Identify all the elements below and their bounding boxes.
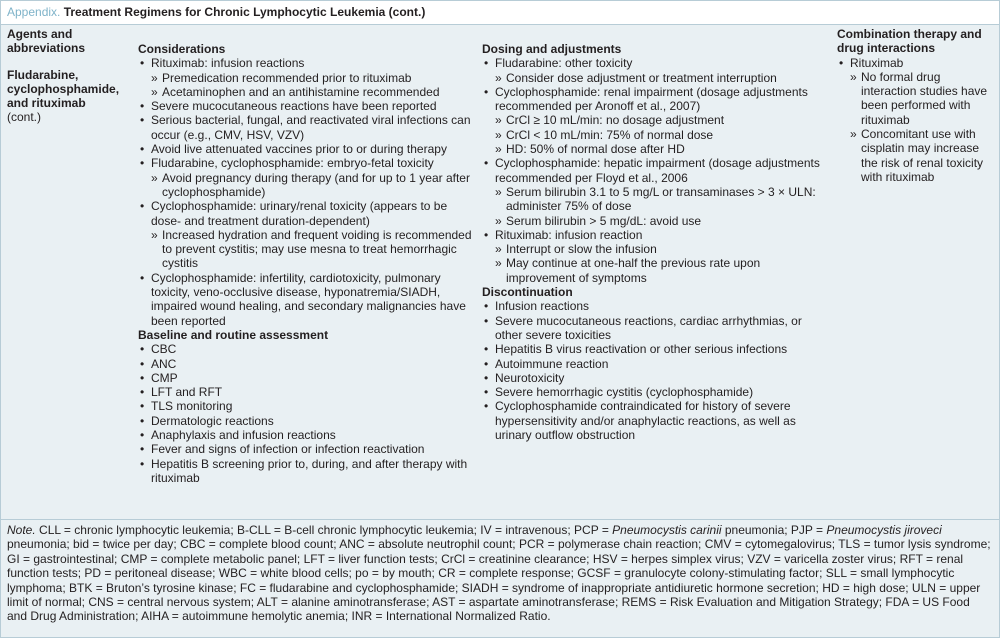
sub-list [151, 171, 473, 200]
note-italic-2: Pneumocystis jiroveci [826, 523, 942, 537]
dosing-item-text: Cyclophosphamide: hepatic impairment (dosage adjustments recommended per Floyd et al., 2006 [495, 156, 820, 185]
note-label: Note. [7, 523, 36, 537]
sub-item: » Acetaminophen and an antihistamine recommended [151, 85, 473, 99]
sub-item: » Premedication recommended prior to rituximab [151, 71, 473, 85]
consideration-item-text: Cyclophosphamide: infertility, cardiotoxicity, pulmonary toxicity, veno-occlusive disease, hyponatremia/SIADH, impaired wound healing, and secondary malignancies have been reported [151, 270, 466, 328]
baseline-item: • Dermatologic reactions [138, 414, 473, 428]
discontinuation-item: • Autoimmune reaction [482, 357, 827, 371]
note-text-2: pneumonia; PJP = [721, 523, 827, 537]
combination-item-text: Rituximab [850, 55, 904, 70]
consideration-item-text: Serious bacterial, fungal, and reactivated viral infections can occur (e.g., CMV, HSV, VZV) [151, 113, 471, 142]
consideration-item [138, 271, 473, 328]
baseline-item: • ANC [138, 357, 473, 371]
consideration-item-text: Rituximab: infusion reactions [151, 56, 305, 71]
sub-item: » Avoid pregnancy during therapy (and for up to 1 year after cyclophosphamide) [151, 171, 473, 200]
sub-list [495, 185, 827, 228]
discontinuation-item: • Cyclophosphamide contraindicated for history of severe hypersensitivity and/or anaphylactic reactions, as well as urinary outflow obstruction [482, 399, 827, 442]
discontinuation-item: • Neurotoxicity [482, 371, 827, 385]
appendix-label: Appendix. [7, 5, 61, 19]
dosing-item-text: Cyclophosphamide: renal impairment (dosage adjustments recommended per Aronoff et al., 2007) [495, 84, 808, 114]
combination-column [837, 27, 997, 184]
sub-item: » May continue at one-half the previous rate upon improvement of symptoms [495, 256, 827, 285]
baseline-item: • CBC [138, 342, 473, 356]
dosing-item [482, 156, 827, 227]
sub-item: » Consider dose adjustment or treatment interruption [495, 71, 827, 85]
table-note [1, 519, 999, 637]
sub-list [495, 242, 827, 285]
baseline-item: • Hepatitis B screening prior to, during, and after therapy with rituximab [138, 457, 473, 486]
agents-column [7, 27, 132, 125]
consideration-item-text: Severe mucocutaneous reactions have been reported [151, 99, 437, 114]
sub-list [495, 113, 827, 156]
consideration-item-text: Cyclophosphamide: urinary/renal toxicity (appears to be dose- and treatment duration-dependent) [151, 199, 448, 228]
sub-item: » Concomitant use with cisplatin may increase the risk of renal toxicity with rituximab [850, 127, 997, 184]
dosing-item-text: Fludarabine: other toxicity [495, 56, 633, 71]
sub-item: » Increased hydration and frequent voiding is recommended to prevent cystitis; may use mesna to treat hemorrhagic cystitis [151, 228, 473, 271]
consideration-item-text: Fludarabine, cyclophosphamide: embryo-fetal toxicity [151, 156, 434, 171]
agent-name: Fludarabine, cyclophosphamide, and rituximab [7, 67, 120, 111]
discontinuation-item: • Infusion reactions [482, 299, 827, 313]
note-italic-1: Pneumocystis carinii [612, 523, 722, 537]
agent-cont: (cont.) [7, 110, 42, 125]
combination-header: Combination therapy and drug interactions [837, 27, 982, 56]
dosing-item-text: Rituximab: infusion reaction [495, 227, 643, 242]
baseline-item: • TLS monitoring [138, 399, 473, 413]
sub-item: » CrCl < 10 mL/min: 75% of normal dose [495, 128, 827, 142]
baseline-item: • Fever and signs of infection or infection reactivation [138, 442, 473, 456]
sub-item: » Interrupt or slow the infusion [495, 242, 827, 256]
sub-list [151, 71, 473, 100]
discontinuation-item: • Severe hemorrhagic cystitis (cyclophosphamide) [482, 385, 827, 399]
dosing-item [482, 85, 827, 156]
table-title-text: Treatment Regimens for Chronic Lymphocytic Leukemia (cont.) [63, 5, 426, 19]
discontinuation-list [482, 299, 827, 442]
consideration-item [138, 56, 473, 99]
agents-header: Agents and abbreviations [7, 27, 86, 56]
considerations-list [138, 56, 473, 328]
baseline-item: • Anaphylaxis and infusion reactions [138, 428, 473, 442]
baseline-item: • LFT and RFT [138, 385, 473, 399]
baseline-list [138, 342, 473, 485]
consideration-item [138, 199, 473, 270]
sub-item: » CrCl ≥ 10 mL/min: no dosage adjustment [495, 113, 827, 127]
sub-list [495, 71, 827, 85]
sub-list [850, 70, 997, 184]
sub-item: » Serum bilirubin 3.1 to 5 mg/L or transaminases > 3 × ULN: administer 75% of dose [495, 185, 827, 214]
dosing-item [482, 228, 827, 285]
note-text-3: pneumonia; bid = twice per day; CBC = complete blood count; ANC = absolute neutrophil count; PCR = polymerase chain reaction; CMV = cytomegalovirus; TLS = tumor lysis syndrome; GI = gastrointestinal; CMP = complete metabolic panel; LFT = liver function tests; CrCl = creatinine clearance; HSV = herpes simplex virus; VZV = varicella zoster virus; RFT = renal function tests; PD = peritoneal disease; WBC = white blood cells; po = by mouth; CR = complete response; GCSF = granulocyte colony-stimulating factor; SLL = small lymphocytic lymphoma; BTK = Bruton’s tyrosine kinase; FC = fludarabine and cyclophosphamide; SIADH = syndrome of inappropriate antidiuretic hormone secretion; HD = high dose; ULN = upper limit of normal; CNS = central nervous system; ALT = alanine aminotransferase; AST = aspartate aminotransferase; REMS = Risk Evaluation and Mitigation Strategy; FDA = US Food and Drug Administration; AIHA = autoimmune hemolytic anemia; INR = International Normalized Ratio. [7, 537, 991, 624]
discontinuation-item: • Severe mucocutaneous reactions, cardiac arrhythmias, or other severe toxicities [482, 314, 827, 343]
considerations-column [138, 27, 473, 485]
discontinuation-item: • Hepatitis B virus reactivation or other serious infections [482, 342, 827, 356]
consideration-item [138, 113, 473, 142]
combination-list [837, 56, 997, 185]
consideration-item-text: Avoid live attenuated vaccines prior to or during therapy [151, 142, 447, 157]
dosing-header: Dosing and adjustments [482, 42, 622, 56]
consideration-item [138, 99, 473, 113]
considerations-header: Considerations [138, 42, 226, 56]
sub-item: » No formal drug interaction studies have been performed with rituximab [850, 70, 997, 127]
table-title [1, 1, 999, 25]
consideration-item [138, 142, 473, 156]
baseline-header: Baseline and routine assessment [138, 327, 329, 342]
dosing-list [482, 56, 827, 285]
baseline-item: • CMP [138, 371, 473, 385]
discontinuation-header: Discontinuation [482, 285, 573, 300]
dosing-column [482, 27, 827, 442]
dosing-item [482, 56, 827, 85]
combination-item [837, 56, 997, 185]
sub-item: » HD: 50% of normal dose after HD [495, 142, 827, 156]
consideration-item [138, 156, 473, 199]
sub-list [151, 228, 473, 271]
note-text-1: CLL = chronic lymphocytic leukemia; B-CLL = B-cell chronic lymphocytic leukemia; IV = intravenous; PCP = [35, 523, 613, 537]
sub-item: » Serum bilirubin > 5 mg/dL: avoid use [495, 214, 827, 228]
